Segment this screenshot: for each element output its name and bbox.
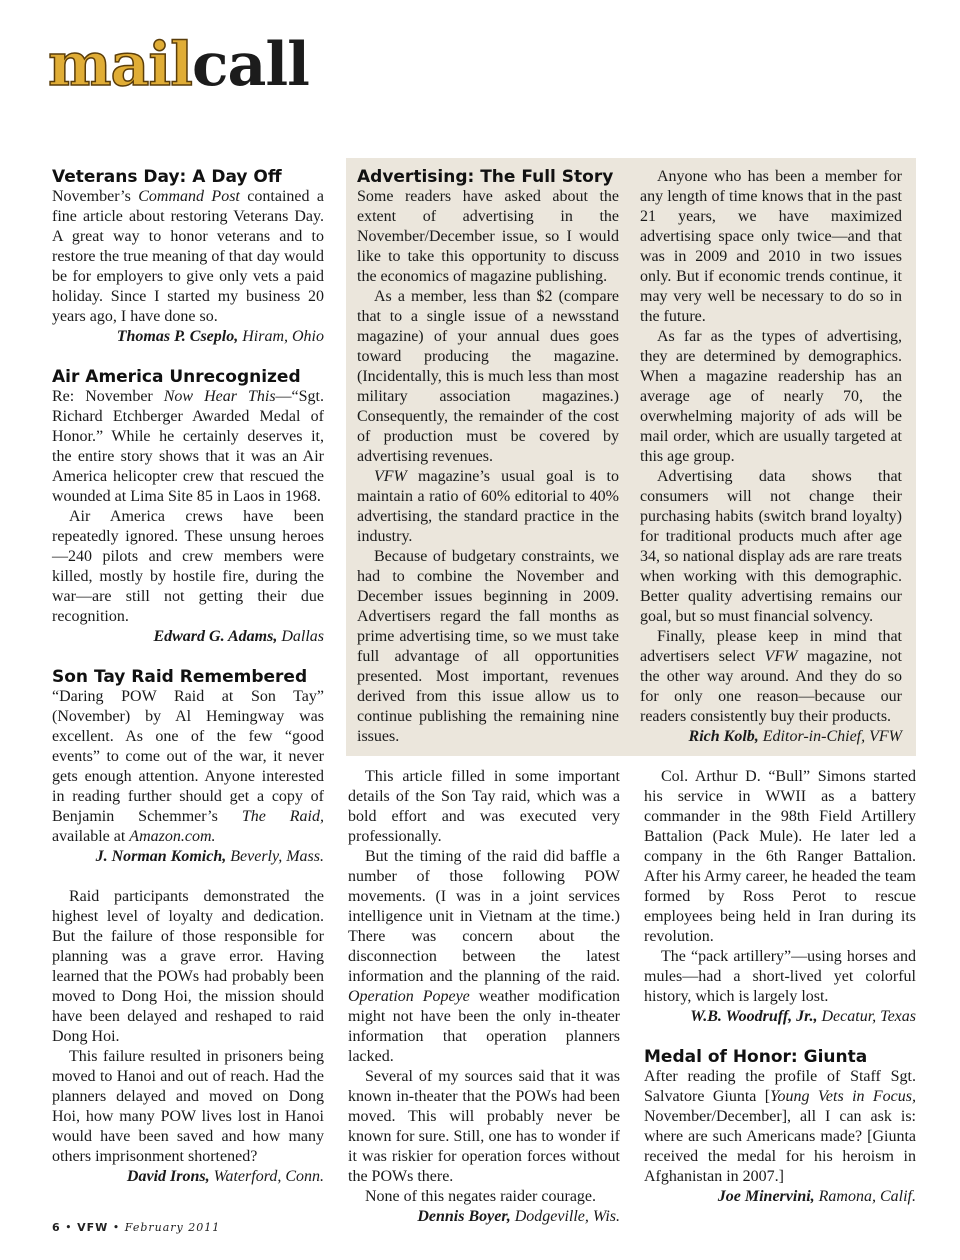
letter-paragraph: Several of my sources said that it was known in-theater that the POWs had been moved. This will probably never be known for sure. Still, one has to wonder if it was riskier for operation forces without the POWs there. [348, 1068, 620, 1185]
letter-paragraph: But the timing of the raid did baffle a number of those following POW movements. (I was in a joint services intelligence unit in Vietnam at the time.) There was concern about the disconnection between the latest information and the planning of the raid. Operation Popeye weather modification might not have been the only in-theater information that operation planners lacked. [348, 848, 621, 1065]
letter-title-air-america: Air America Unrecognized [52, 367, 301, 387]
letter-paragraph: Raid participants demonstrated the highest level of loyalty and dedication. But the failure of those responsible for planning was a grave error. Having learned that the POWs had probably been moved to Dong Hoi, the mission should have been delayed and reshaped to raid Dong Hoi. [52, 888, 324, 1045]
letter-title-advertising: Advertising: The Full Story [357, 167, 614, 187]
column-middle-bottom [348, 767, 620, 1227]
letter-paragraph: This failure resulted in prisoners being moved to Hanoi and out of reach. Had the planners delayed and moved on Dong Hoi, how many POW lives lost in Hanoi would have been saved and how many others imprisonment shortened? [52, 1048, 324, 1165]
letter-paragraph: Advertising data shows that consumers will not change their purchasing habits (switch brand loyalty) for traditional products much after age 34, so national display ads are rare treats when working with this demographic. Better quality advertising remains our goal, but so must financial solvency. [640, 468, 902, 625]
letter-signature: J. Norman Komich, Beverly, Mass. [95, 848, 324, 865]
letter-paragraph: “Daring POW Raid at Son Tay” (November) by Al Hemingway was excellent. As one of the few “good events” to come out of the war, it never gets enough attention. Anyone interested in reading further should get a copy of Benjamin Schemmer’s The Raid, available at Amazon.com. [52, 688, 325, 845]
column-right-top [640, 167, 902, 747]
letter-signature: David Irons, Waterford, Conn. [126, 1168, 324, 1185]
letter-paragraph: After reading the profile of Staff Sgt. Salvatore Giunta [Young Vets in Focus, November/December], all I can ask is: where are such Americans made? [Giunta received the medal for his heroism in Afghanistan in 2007.] [644, 1068, 916, 1185]
issue-date: February 2011 [124, 1221, 221, 1234]
logo-mail: mail [48, 30, 192, 100]
letter-paragraph: Anyone who has been a member for any length of time knows that in the past 21 years, we have maximized advertising space only twice—and that was in 2009 and 2010 in two issues only. But if economic trends continue, it may very well be necessary to do so in the future. [640, 168, 902, 325]
letter-paragraph: None of this negates raider courage. [365, 1188, 597, 1205]
letter-paragraph: Because of budgetary constraints, we had to combine the November and December issues beginning in 2009. Advertisers regard the fall months as prime advertising time, so we must take full advantage of all opportunities presented. Most important, revenues derived from this issue allow us to continue publishing the remaining nine issues. [357, 548, 619, 745]
column-right-bottom [644, 767, 916, 1207]
logo-call: call [191, 30, 309, 100]
letter-title-veterans-day: Veterans Day: A Day Off [52, 167, 282, 187]
letter-title-son-tay: Son Tay Raid Remembered [52, 667, 308, 687]
letter-paragraph: As far as the types of advertising, they are determined by demographics. When a magazine readership has an average age of nearly 70, the overwhelming majority of ads will be mail order, which are usually targeted at this age group. [640, 328, 902, 465]
letter-paragraph: The “pack artillery”—using horses and mules—had a short-lived yet colorful history, which is largely lost. [644, 948, 916, 1005]
letter-paragraph: As a member, less than $2 (compare that to a single issue of a newsstand magazine) of your annual dues goes toward producing the magazine. (Incidentally, this is much less than most military association magazines.) Consequently, the remainder of the cost of production must be covered by advertising revenues. [357, 288, 619, 465]
letter-signature: Thomas P. Cseplo, Hiram, Ohio [116, 328, 324, 345]
letter-signature: Rich Kolb, Editor-in-Chief, VFW [688, 728, 902, 745]
letter-paragraph: Air America crews have been repeatedly ignored. These unsung heroes—240 pilots and crew members were killed, mostly by hostile fire, during the war—are still not getting their due recognition. [52, 508, 324, 625]
letter-signature: W.B. Woodruff, Jr., Decatur, Texas [690, 1008, 916, 1025]
publication-name: VFW [77, 1221, 109, 1234]
letter-paragraph: Col. Arthur D. “Bull” Simons started his service in WWII as a battery commander in the 98th Field Artillery Battalion (Pack Mule). He later led a company in the 6th Ranger Battalion. After his Army career, he headed the team formed by Ross Perot to rescue employees being held in Iran during its revolution. [644, 768, 916, 945]
column-middle-top [357, 167, 619, 747]
letter-paragraph: November’s Command Post contained a fine article about restoring Veterans Day. A great way to honor veterans and to restore the true meaning of that day would be for employers to give only vets a paid holiday. Since I started my business 20 years ago, I have done so. [52, 188, 325, 325]
letter-paragraph: Some readers have asked about the extent of advertising in the November/December issue, so I would like to take this opportunity to discuss the economics of magazine publishing. [357, 188, 619, 285]
letter-signature: Dennis Boyer, Dodgeville, Wis. [417, 1208, 620, 1225]
letter-signature: Edward G. Adams, Dallas [153, 628, 324, 645]
letter-paragraph: Re: November Now Hear This—“Sgt. Richard Etchberger Awarded Medal of Honor.” While he certainly deserves it, the entire story shows that it was an Air America helicopter crew that rescued the wounded at Lima Site 85 in Laos in 1968. [52, 388, 324, 505]
column-left [52, 167, 324, 1187]
page-footer: 6 • VFW • February 2011 [52, 1221, 221, 1234]
letter-paragraph: This article filled in some important details of the Son Tay raid, which was a bold effort and was executed very professionally. [348, 768, 620, 845]
letter-paragraph: Finally, please keep in mind that advertisers select VFW magazine, not the other way around. And they do so for only one reason—because our readers consistently buy their products. [640, 628, 902, 725]
mail-call-logo [48, 30, 309, 100]
letter-title-giunta: Medal of Honor: Giunta [644, 1047, 868, 1067]
letter-signature: Joe Minervini, Ramona, Calif. [717, 1188, 916, 1205]
letter-paragraph: VFW magazine’s usual goal is to maintain a ratio of 60% editorial to 40% advertising, the standard practice in the industry. [357, 468, 619, 545]
page-number: 6 [52, 1221, 61, 1234]
